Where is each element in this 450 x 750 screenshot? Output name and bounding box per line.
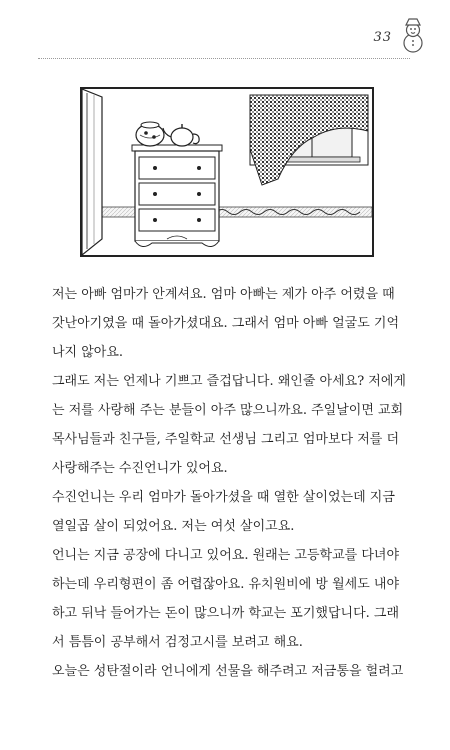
text-line: 수진언니는 우리 엄마가 돌아가셨을 때 열한 살이었는데 지금 (52, 490, 395, 505)
page-number: 33 (373, 30, 392, 45)
story-text (52, 280, 406, 686)
text-line: 사랑해주는 수진언니가 있어요. (52, 461, 228, 476)
text-line: 서 틈틈이 공부해서 검정고시를 보려고 해요. (52, 635, 303, 650)
text-line: 목사님들과 친구들, 주일학교 선생님 그리고 엄마보다 저를 더 (52, 432, 400, 447)
text-line: 는 저를 사랑해 주는 분들이 아주 많으니까요. 주일날이면 교회 (52, 403, 404, 418)
text-line: 오늘은 성탄절이라 언니에게 선물을 해주려고 저금통을 헐려고 (52, 664, 404, 679)
text-line: 언니는 지금 공장에 다니고 있어요. 원래는 고등학교를 다녀야 (52, 548, 400, 563)
text-line: 저는 아빠 엄마가 안계셔요. 엄마 아빠는 제가 아주 어렸을 때 (52, 287, 395, 302)
text-line: 하고 뒤낙 들어가는 돈이 많으니까 학교는 포기했답니다. 그래 (52, 606, 400, 621)
header-divider (38, 58, 410, 59)
snowman-icon (396, 16, 430, 56)
room-illustration (80, 87, 374, 257)
text-line: 갓난아기였을 때 돌아가셨대요. 그래서 엄마 아빠 얼굴도 기억 (52, 316, 400, 331)
text-line: 나지 않아요. (52, 345, 124, 360)
page-header (0, 0, 450, 70)
text-line: 하는데 우리형편이 좀 어렵잖아요. 유치원비에 방 월세도 내야 (52, 577, 400, 592)
text-line: 열일곱 살이 되었어요. 저는 여섯 살이고요. (52, 519, 295, 534)
text-line: 그래도 저는 언제나 기쁘고 즐겁답니다. 왜인줄 아세요? 저에게 (52, 374, 406, 389)
